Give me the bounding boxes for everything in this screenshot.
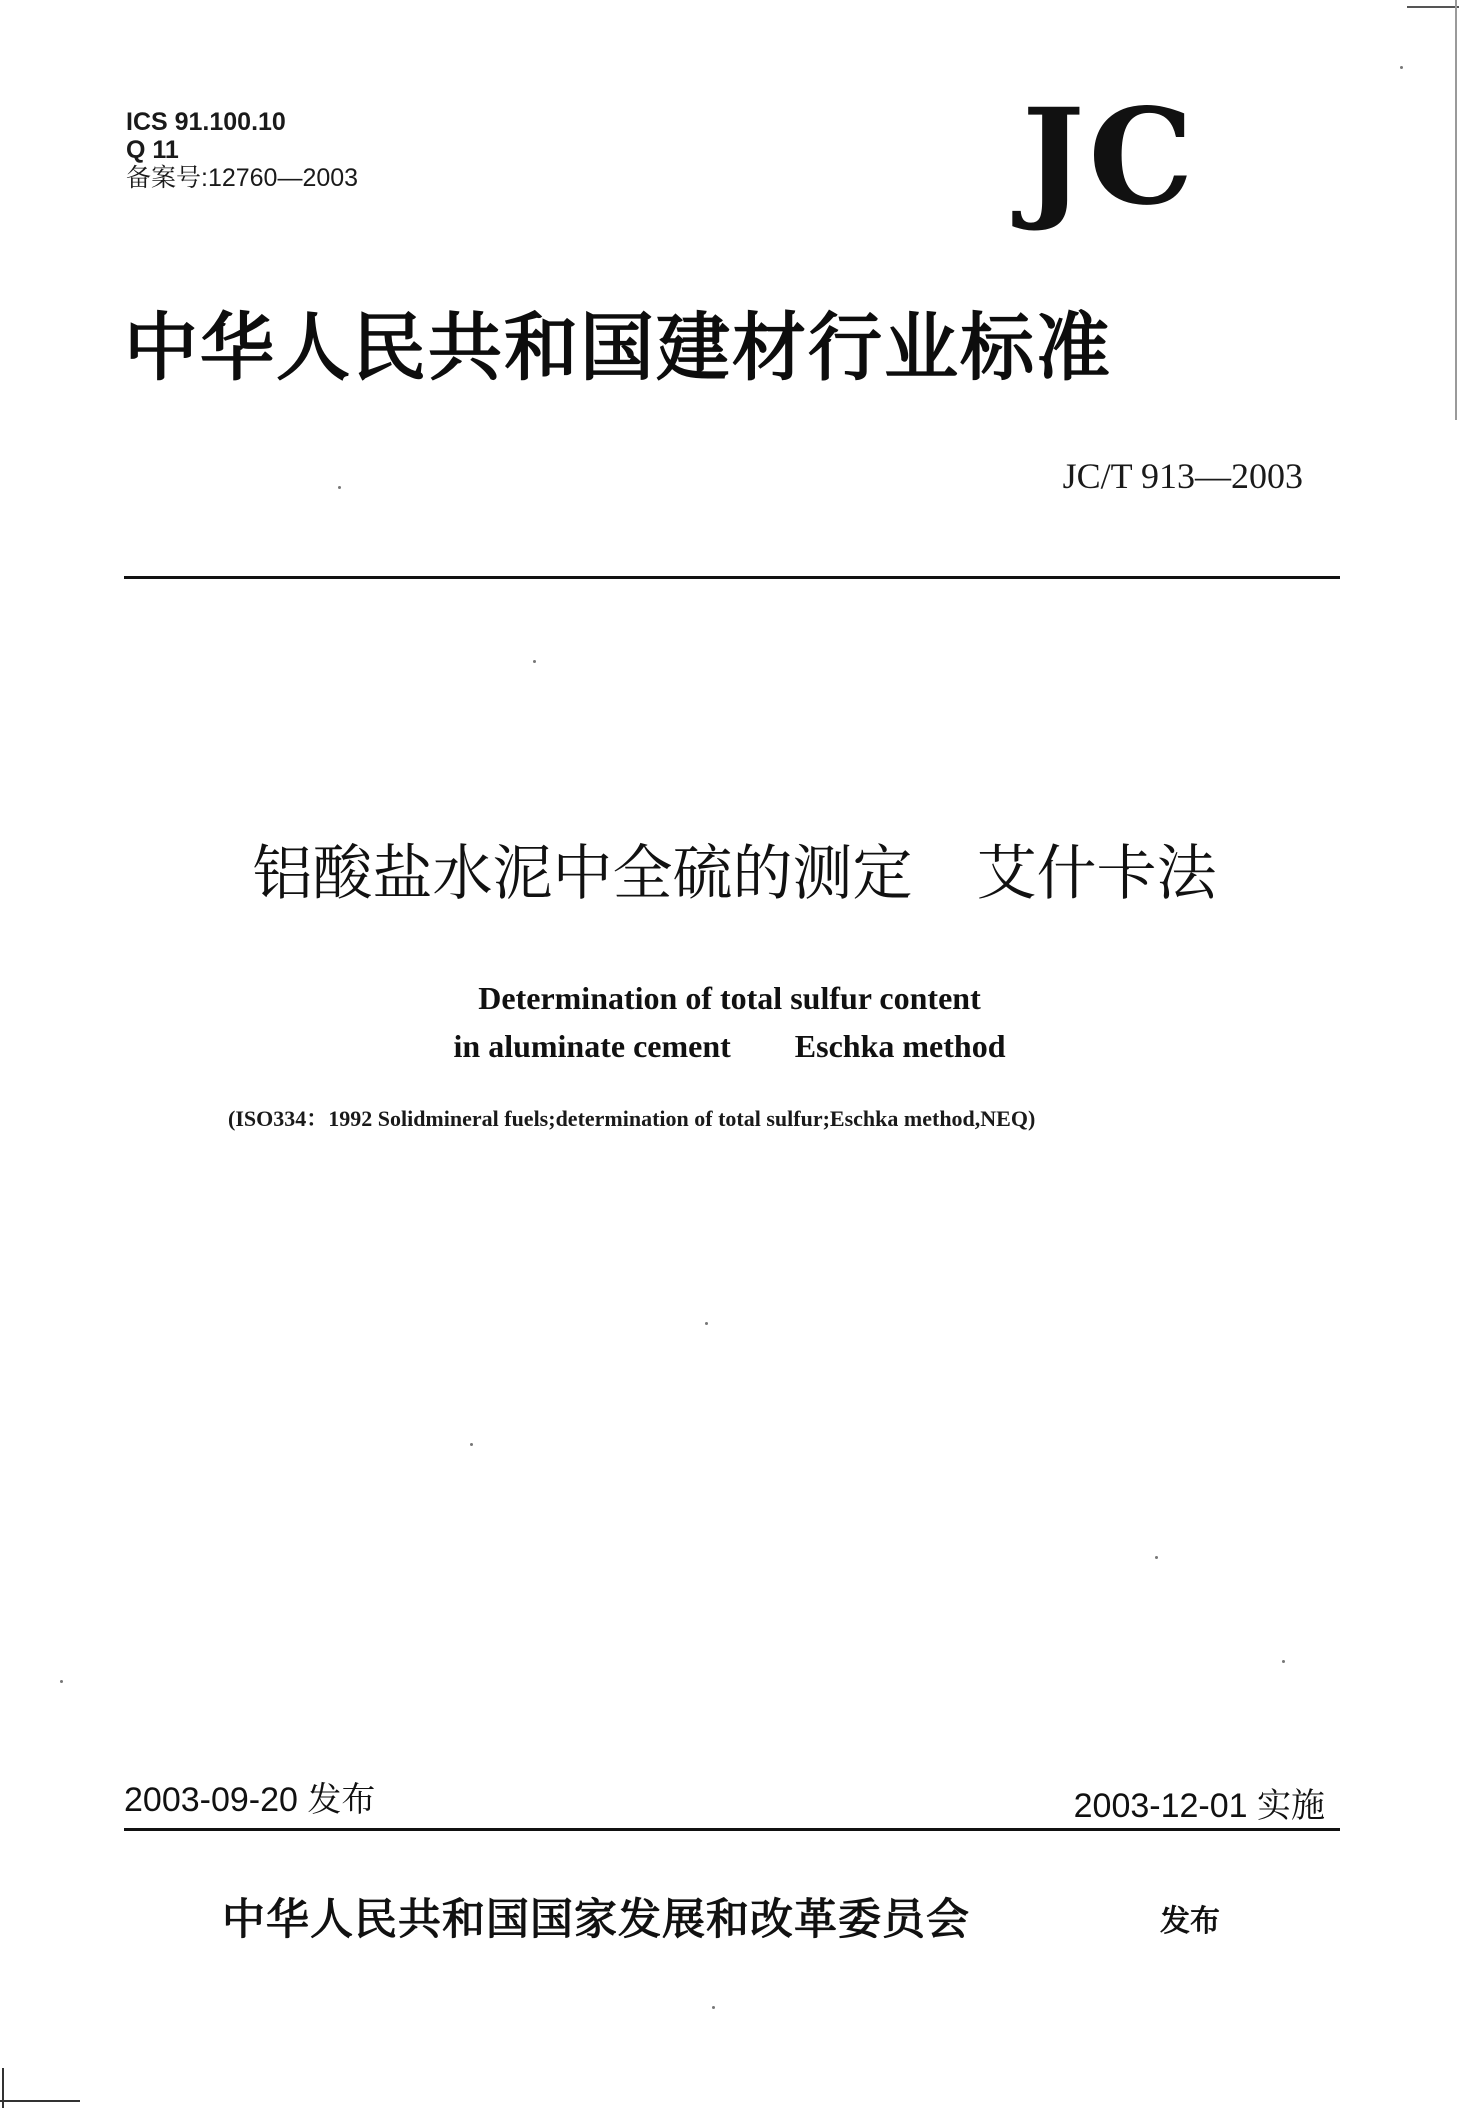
scan-speck [1282, 1660, 1285, 1663]
iso-reference: (ISO334：1992 Solidmineral fuels;determination of total sulfur;Eschka method,NEQ) [228, 1106, 1036, 1131]
issuing-authority: 中华人民共和国国家发展和改革委员会 [222, 1895, 970, 1945]
standard-metadata [126, 108, 358, 192]
scan-speck [1155, 1556, 1158, 1559]
scan-speck [60, 1680, 63, 1683]
title-cn-main: 铝酸盐水泥中全硫的测定 [252, 839, 913, 909]
title-cn-method: 艾什卡法 [976, 839, 1217, 909]
footer-divider [124, 1828, 1340, 1831]
scan-edge-mark [1407, 6, 1459, 8]
title-en-subject: in aluminate cement [453, 1028, 731, 1064]
scan-edge-mark [1455, 0, 1457, 420]
implementation-date: 2003-12-01 实施 [1073, 1787, 1325, 1825]
scan-speck [712, 2006, 715, 2009]
title-en-line1: Determination of total sulfur content [478, 980, 981, 1016]
scan-edge-mark [2, 2068, 4, 2108]
classification-code: Q 11 [126, 136, 179, 164]
scan-speck [470, 1443, 473, 1446]
issuing-label: 发布 [1160, 1904, 1220, 1939]
title-en-line2 [0, 1022, 1459, 1070]
title-en-method: Eschka method [794, 1028, 1006, 1064]
scan-edge-mark [0, 2100, 80, 2102]
document-title-en [0, 974, 1459, 1070]
scan-speck [338, 486, 341, 489]
document-title-cn [0, 838, 1459, 910]
scan-speck [533, 660, 536, 663]
standard-number: JC/T 913—2003 [1062, 456, 1303, 496]
jc-logo: JC [1022, 80, 1198, 235]
header-divider [124, 576, 1340, 579]
scan-speck [1400, 66, 1403, 69]
standard-category-title: 中华人民共和国建材行业标准 [124, 305, 1112, 391]
ics-code: ICS 91.100.10 [126, 108, 286, 136]
scan-speck [705, 1322, 708, 1325]
release-date: 2003-09-20 发布 [124, 1781, 376, 1819]
filing-number: 备案号:12760—2003 [126, 164, 359, 192]
